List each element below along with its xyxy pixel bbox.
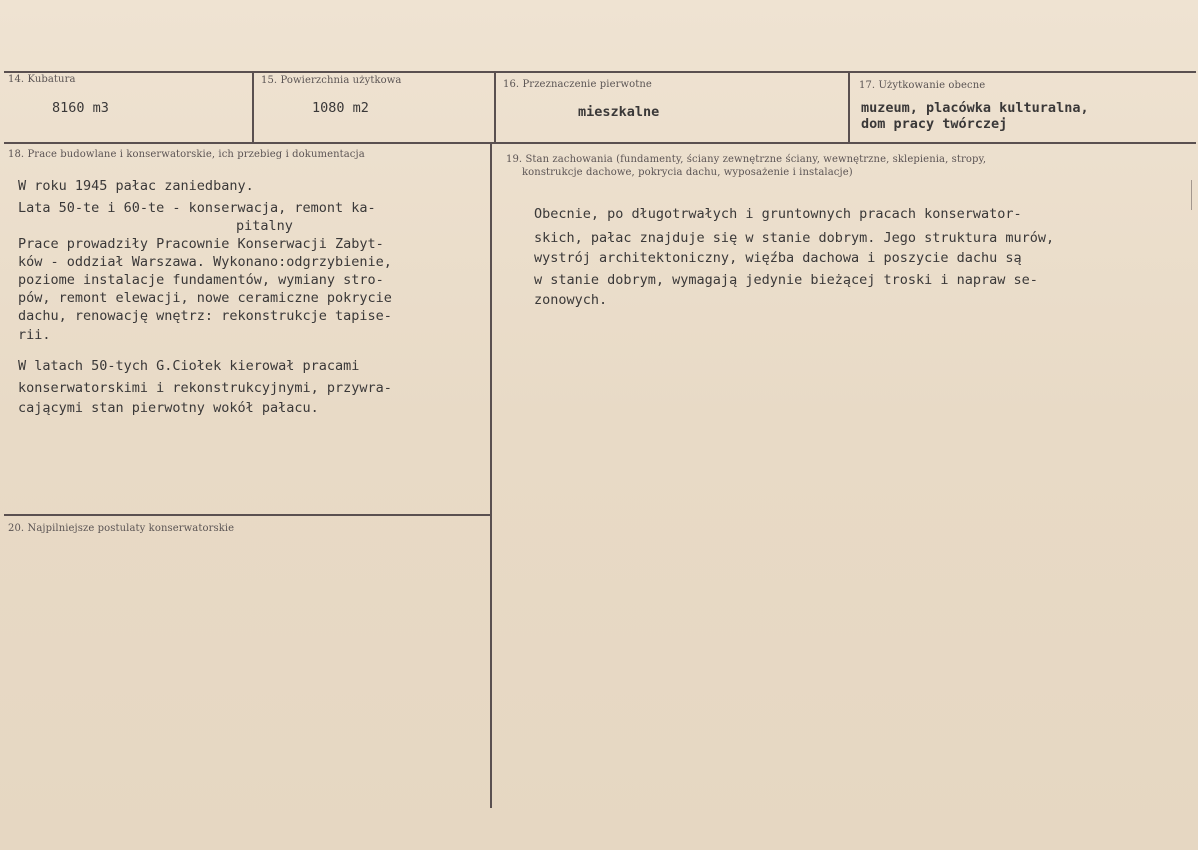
field-16-label: 16. Przeznaczenie pierwotne (503, 79, 652, 90)
rule-row1-bottom (4, 142, 1196, 144)
rule-field18-bottom (4, 514, 492, 516)
field-19-line: w stanie dobrym, wymagają jedynie bieżącej troski i napraw se- (534, 272, 1038, 288)
field-19-line: zonowych. (534, 292, 608, 308)
field-18-line: dachu, renowację wnętrz: rekonstrukcje tapise- (18, 308, 392, 324)
field-18-line: ków - oddział Warszawa. Wykonano:odgrzybienie, (18, 254, 392, 270)
field-20-label: 20. Najpilniejsze postulaty konserwatorskie (8, 523, 235, 534)
field-19-line: Obecnie, po długotrwałych i gruntownych pracach konserwator- (534, 206, 1022, 222)
field-14-label: 14. Kubatura (8, 74, 76, 85)
right-edge-rule (1191, 180, 1192, 210)
field-15-value: 1080 m2 (312, 100, 369, 116)
field-19-label-line-1: 19. Stan zachowania (fundamenty, ściany zewnętrzne ściany, wewnętrzne, sklepienia, stropy, (506, 154, 987, 165)
field-18-line: pitalny (236, 218, 293, 234)
divider-14-15 (252, 71, 254, 143)
field-16-value: mieszkalne (578, 104, 660, 120)
divider-15-16 (494, 71, 496, 143)
field-18-line: W roku 1945 pałac zaniedbany. (18, 178, 254, 194)
field-18-line: cającymi stan pierwotny wokół pałacu. (18, 400, 319, 416)
field-14-value: 8160 m3 (52, 100, 109, 116)
field-19-label-line-2: konstrukcje dachowe, pokrycia dachu, wyposażenie i instalacje) (522, 167, 853, 178)
field-19-line: wystrój architektoniczny, więźba dachowa i poszycie dachu są (534, 250, 1022, 266)
field-18-line: Prace prowadziły Pracownie Konserwacji Zabyt- (18, 236, 384, 252)
field-18-line: Lata 50-te i 60-te - konserwacja, remont ka- (18, 200, 376, 216)
field-18-line: rii. (18, 327, 51, 343)
divider-16-17 (848, 71, 850, 143)
field-17-label: 17. Użytkowanie obecne (859, 80, 986, 91)
rule-top (4, 71, 1196, 73)
field-15-label: 15. Powierzchnia użytkowa (261, 75, 402, 86)
field-19-line: skich, pałac znajduje się w stanie dobrym. Jego struktura murów, (534, 230, 1055, 246)
divider-left-right (490, 143, 492, 808)
field-18-line: pów, remont elewacji, nowe ceramiczne pokrycie (18, 290, 392, 306)
field-18-label: 18. Prace budowlane i konserwatorskie, ich przebieg i dokumentacja (8, 149, 365, 160)
field-18-line: W latach 50-tych G.Ciołek kierował pracami (18, 358, 360, 374)
field-17-value-line-1: muzeum, placówka kulturalna, (861, 100, 1089, 116)
field-18-line: konserwatorskimi i rekonstrukcyjnymi, przywra- (18, 380, 392, 396)
field-18-line: poziome instalacje fundamentów, wymiany stro- (18, 272, 384, 288)
field-17-value-line-2: dom pracy twórczej (861, 116, 1008, 132)
